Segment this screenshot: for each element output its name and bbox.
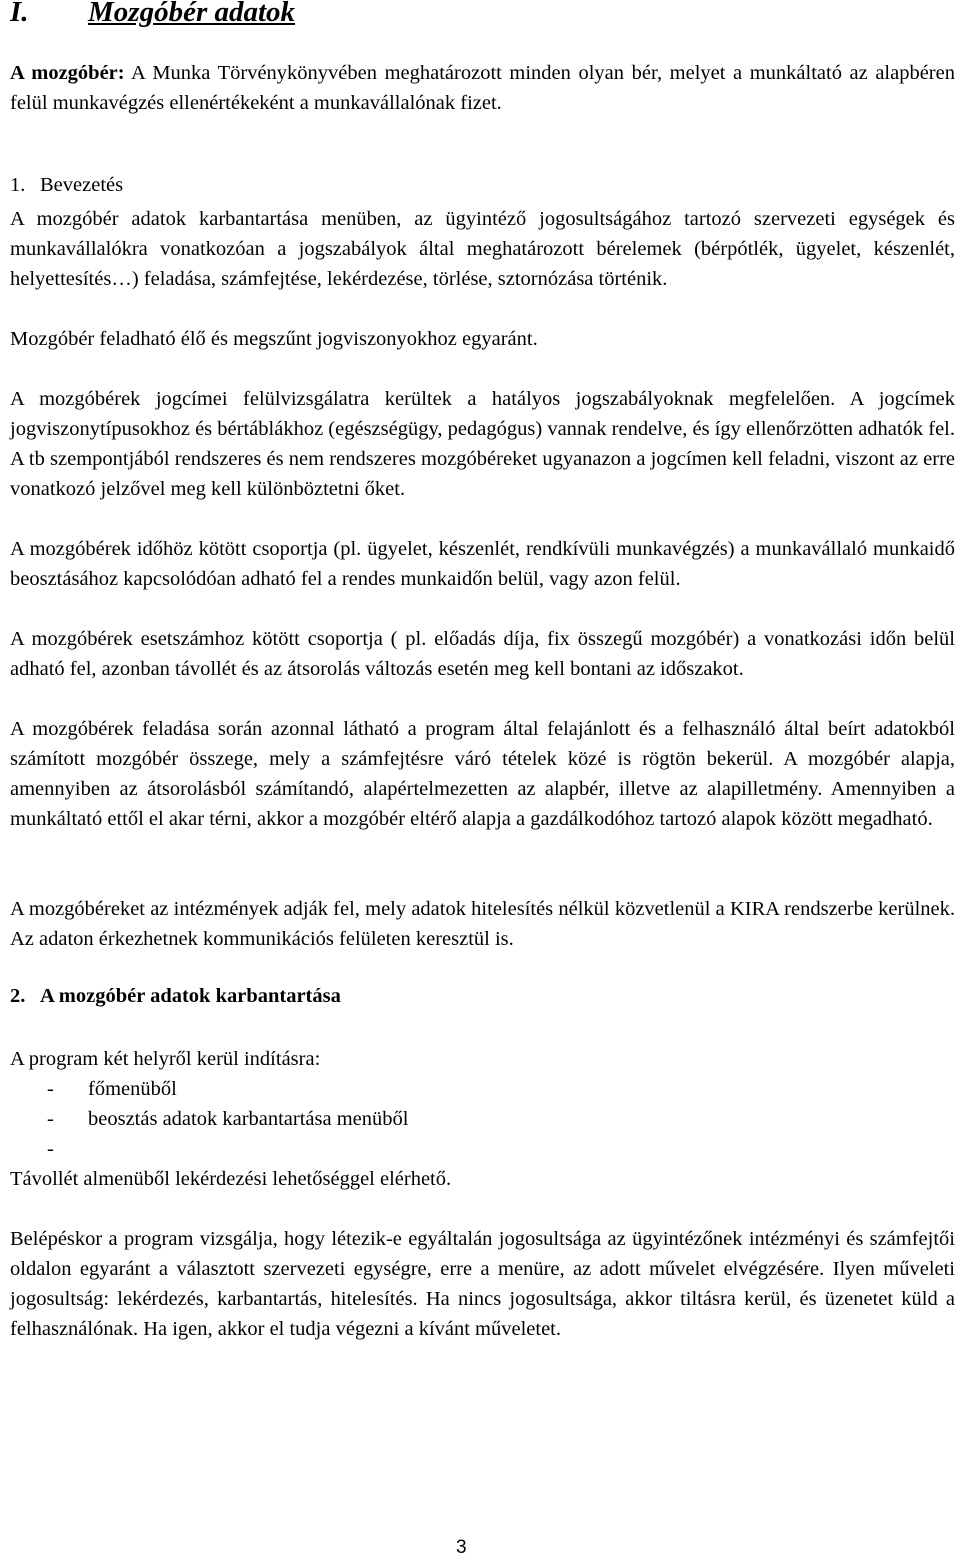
section-1-paragraph: A mozgóbér adatok karbantartása menüben, az ügyintéző jogosultságához tartozó szervezeti egységek és munkavállalókra vonatkozóan a jogszabályok által meghatározott bérelemek (bérpótlék, ügyelet, készenlét, helyettesítés…) feladása, számfejtése, lekérdezése, törlése, sztornózása történik. [10, 208, 955, 290]
intro-term: A mozgóbér: [10, 62, 125, 84]
section-1-paragraph: A mozgóbérek időhöz kötött csoportja (pl. ügyelet, készenlét, rendkívüli munkavégzés) a munkavállaló munkaidő beosztásához kapcsolódóan adható fel a rendes munkaidőn belül, vagy azon felül. [10, 538, 955, 590]
chapter-title: Mozgóbér adatok [88, 0, 296, 28]
section-1-title: Bevezetés [40, 174, 124, 196]
list-dash: - [47, 1138, 54, 1160]
section-1-paragraph: A mozgóbérek jogcímei felülvizsgálatra kerültek a hatályos jogszabályoknak megfelelően. A jogcímek jogviszonytípusokhoz és bértáblákhoz (egészségügy, pedagógus) vannak rendelve, és így ellenőrzötten adhatók fel. A tb szempontjából rendszeres és nem rendszeres mozgóbéreket ugyanazon a jogcímen kell feladni, viszont az erre vonatkozó jelzővel meg kell különböztetni őket. [10, 388, 955, 500]
section-2-paragraph: Belépéskor a program vizsgálja, hogy létezik-e egyáltalán jogosultsága az ügyintézőnek intézményi és számfejtői oldalon egyaránt a választott szervezeti egységre, erre a menüre, az adott művelet elvégzésére. Ilyen műveleti jogosultság: lekérdezés, karbantartás, hitelesítés. Ha nincs jogosultsága, akkor tiltásra kerül, és üzenetet küld a felhasználónak. Ha igen, akkor el tudja végezni a kívánt műveletet. [10, 1228, 955, 1340]
section-1-number: 1. [10, 174, 26, 196]
list-item [10, 1104, 408, 1134]
section-2-heading [10, 985, 341, 1008]
section-1-paragraph: A mozgóbérek esetszámhoz kötött csoportja ( pl. előadás díja, fix összegű mozgóbér) a vonatkozási időn belül adható fel, azonban távollét és az átsorolás változás esetén meg kell bontani az időszakot. [10, 628, 955, 680]
list-dash: - [47, 1078, 54, 1100]
chapter-heading [10, 0, 295, 29]
section-2-number: 2. [10, 985, 26, 1007]
section-1-heading [10, 174, 123, 197]
intro-paragraph [10, 58, 955, 118]
section-2-note: Távollét almenüből lekérdezési lehetőséggel elérhető. [10, 1168, 452, 1190]
launch-location-list [10, 1074, 409, 1160]
page-number: 3 [456, 1537, 467, 1558]
section-1-paragraph: A mozgóbéreket az intézmények adják fel, mely adatok hitelesítés nélkül közvetlenül a KIRA rendszerbe kerülnek. Az adaton érkezhetnek kommunikációs felületen keresztül is. [10, 898, 955, 950]
list-dash: - [47, 1108, 54, 1130]
section-2-title: A mozgóbér adatok karbantartása [40, 985, 341, 1007]
list-item [10, 1074, 408, 1104]
list-item-text: főmenüből [88, 1078, 177, 1100]
section-1-paragraph: A mozgóbérek feladása során azonnal látható a program által felajánlott és a felhasználó által beírt adatokból számított mozgóbér összege, mely a számfejtésre váró tételek közé is rögtön bekerül. A mozgóbér alapja, amennyiben az átsorolásból számítandó, alapértelmezetten az alapbér, illetve az alapilletmény. Amennyiben a munkáltató ettől el akar térni, akkor a mozgóbér eltérő alapja a gazdálkodóhoz tartozó alapok között megadható. [10, 718, 955, 830]
chapter-number: I. [10, 0, 29, 28]
intro-definition: A Munka Törvénykönyvében meghatározott minden olyan bér, melyet a munkáltató az alapbéren felül munkavégzés ellenértékeként a munkavállalónak fizet. [10, 62, 955, 114]
list-item-text: beosztás adatok karbantartása menüből [88, 1108, 409, 1130]
section-2-lead: A program két helyről kerül indításra: [10, 1048, 321, 1070]
section-1-paragraph: Mozgóbér feladható élő és megszűnt jogviszonyokhoz egyaránt. [10, 328, 538, 350]
